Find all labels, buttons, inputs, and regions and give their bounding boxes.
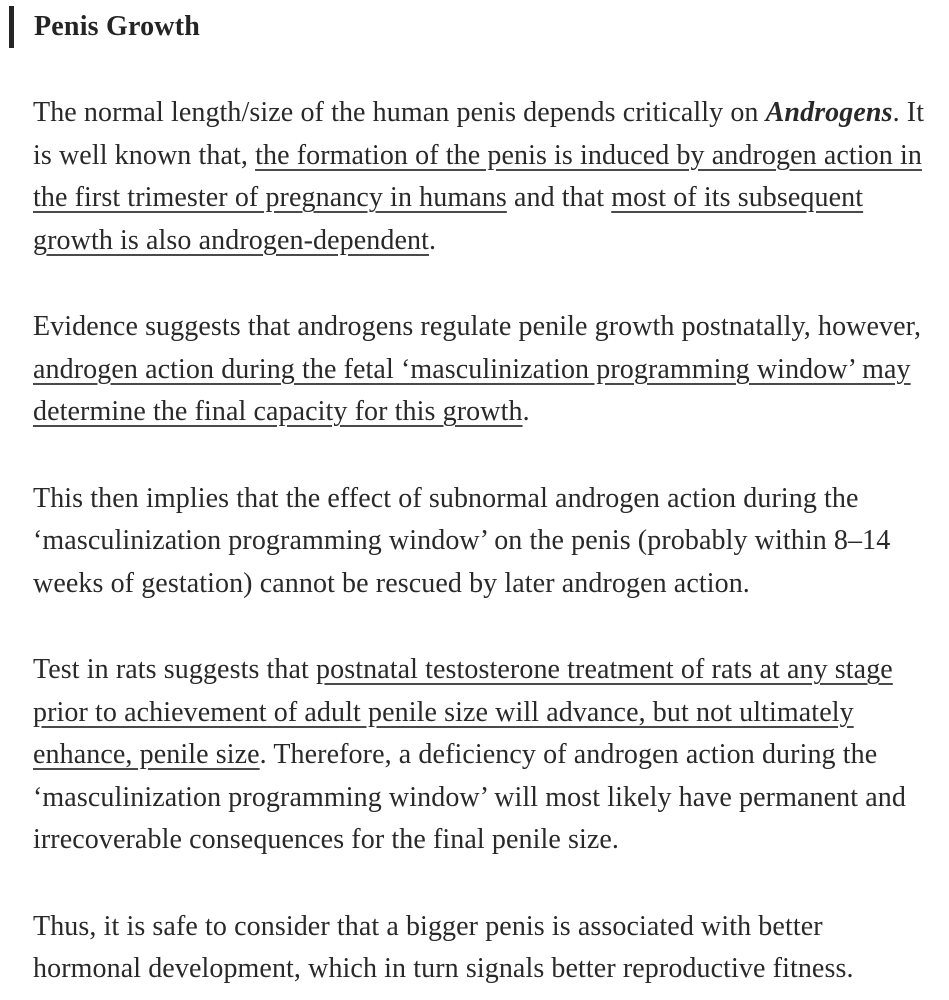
paragraph-text: . — [428, 224, 437, 256]
article-paragraph — [33, 306, 933, 434]
paragraph-text: Evidence suggests that androgens regulate penile growth postnatally, however, — [33, 311, 922, 342]
inline-link[interactable]: postnatal testosterone treatment of rats at any stage prior to achievement of adult penile size will advance, but not ultimately enhance, penile size — [33, 654, 893, 770]
paragraph-text: and that — [506, 182, 612, 213]
article-paragraph — [33, 92, 933, 262]
article-paragraph — [33, 906, 933, 991]
paragraph-text: This then implies that the effect of subnormal androgen action during the ‘masculinization programming window’ on the penis (probably within 8–14 weeks of gestation) cannot be rescued by later androgen action. — [33, 482, 891, 599]
paragraph-text: . — [522, 396, 530, 427]
article-body — [33, 92, 933, 991]
emphasized-term: Androgens — [765, 97, 893, 128]
inline-link[interactable]: most of its subsequent growth is also androgen-dependent — [33, 182, 864, 256]
paragraph-text: Thus, it is safe to consider that a bigger penis is associated with better hormonal development, which in turn signals better reproductive fitness. — [33, 910, 854, 984]
article-paragraph — [33, 478, 933, 606]
paragraph-text: Test in rats suggests that — [33, 654, 317, 685]
inline-link[interactable]: androgen action during the fetal ‘masculinization programming window’ may determine the final capacity for this growth — [33, 353, 911, 427]
section-heading-text: Penis Growth — [34, 11, 200, 42]
section-heading — [9, 6, 933, 48]
paragraph-text: . It is well known that, — [33, 97, 925, 171]
paragraph-text: . Therefore, a deficiency of androgen action during the ‘masculinization programming window’ will most likely have permanent and irrecoverable consequences for the final penile size. — [33, 739, 906, 855]
article-paragraph — [33, 649, 933, 862]
inline-link[interactable]: the formation of the penis is induced by androgen action in the first trimester of pregnancy in humans — [33, 139, 922, 213]
paragraph-text: The normal length/size of the human penis depends critically on — [33, 97, 766, 128]
